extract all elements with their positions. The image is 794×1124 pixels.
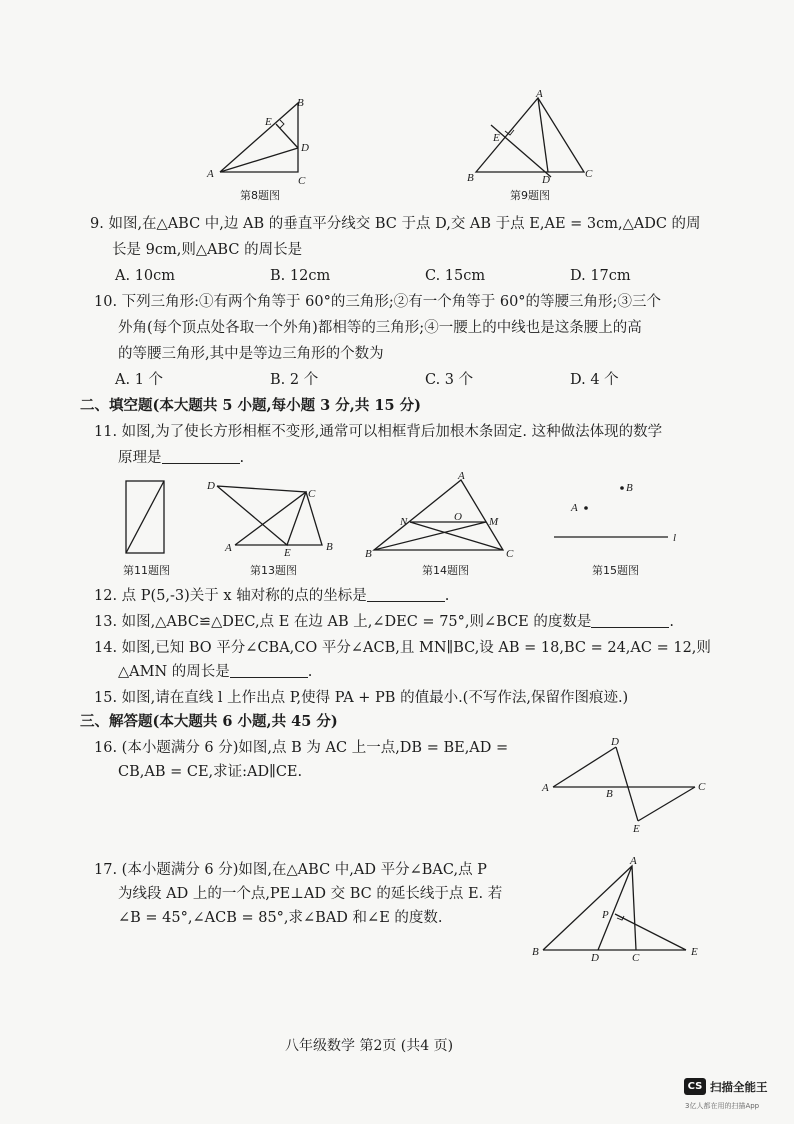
q10-option-c: C. 3 个 bbox=[425, 372, 474, 388]
watermark-name: 扫描全能王 bbox=[710, 1080, 768, 1094]
q16-line2: CB,AB = CE,求证:AD∥CE. bbox=[118, 764, 303, 780]
fig15-caption: 第15题图 bbox=[592, 564, 639, 577]
fig17-label-d: D bbox=[591, 952, 599, 964]
fig14-label-a: A bbox=[458, 470, 465, 482]
fig8-label-c: C bbox=[298, 175, 306, 187]
fig8-caption: 第8题图 bbox=[240, 189, 280, 202]
point-b-dot bbox=[620, 486, 624, 490]
q9-line2: 长是 9cm,则△ABC 的周长是 bbox=[112, 242, 303, 258]
fig14-label-b: B bbox=[365, 548, 372, 560]
fig8-label-b: B bbox=[297, 97, 304, 109]
fig13-label-a: A bbox=[225, 542, 232, 554]
q13-answer-blank[interactable] bbox=[591, 613, 669, 628]
fig16-label-b: B bbox=[606, 788, 613, 800]
fig9-label-c: C bbox=[585, 168, 593, 180]
fig16-label-a: A bbox=[542, 782, 549, 794]
fig14-label-c: C bbox=[506, 548, 514, 560]
fig17-label-p: P bbox=[602, 909, 609, 921]
fig9-caption: 第9题图 bbox=[510, 189, 550, 202]
fig9-label-b: B bbox=[467, 172, 474, 184]
q10-line1: 10. 下列三角形:①有两个角等于 60°的三角形;②有一个角等于 60°的等腰三角形;③三个 bbox=[94, 294, 661, 310]
fig9-label-d: D bbox=[542, 174, 550, 186]
figure-8 bbox=[220, 103, 298, 172]
watermark-tagline: 3亿人都在用的扫描App bbox=[685, 1102, 760, 1110]
q11-answer-blank[interactable] bbox=[162, 449, 240, 464]
q17-line2: 为线段 AD 上的一个点,PE⊥AD 交 BC 的延长线于点 E. 若 bbox=[118, 886, 503, 902]
q13: 13. 如图,△ABC≌△DEC,点 E 在边 AB 上,∠DEC = 75°,则∠BCE 的度数是 . bbox=[94, 614, 674, 630]
fig14-label-o: O bbox=[454, 511, 462, 523]
fig8-label-d: D bbox=[301, 142, 309, 154]
fig13-label-e: E bbox=[284, 547, 291, 559]
fig11-caption: 第11题图 bbox=[123, 564, 170, 577]
q14-answer-blank[interactable] bbox=[230, 663, 308, 678]
figure-11 bbox=[126, 481, 164, 553]
fig13-label-b: B bbox=[326, 541, 333, 553]
q17-line3: ∠B = 45°,∠ACB = 85°,求∠BAD 和∠E 的度数. bbox=[118, 910, 443, 926]
fig9-label-e: E bbox=[493, 132, 500, 144]
q10-line3: 的等腰三角形,其中是等边三角形的个数为 bbox=[118, 346, 384, 362]
camscanner-logo-icon: CS bbox=[684, 1078, 706, 1095]
fig16-label-e: E bbox=[633, 823, 640, 835]
q9-option-c: C. 15cm bbox=[425, 268, 486, 284]
fig15-label-a: A bbox=[571, 502, 578, 514]
figure-17 bbox=[543, 866, 686, 950]
q10-line2: 外角(每个顶点处各取一个外角)都相等的三角形;④一腰上的中线也是这条腰上的高 bbox=[118, 320, 642, 336]
point-a-dot bbox=[584, 506, 588, 510]
fig15-label-l: l bbox=[673, 532, 677, 544]
section-3-heading: 三、解答题(本大题共 6 小题,共 45 分) bbox=[80, 713, 338, 730]
fig17-label-b: B bbox=[532, 946, 539, 958]
figure-13 bbox=[217, 486, 322, 545]
q9-option-a: A. 10cm bbox=[115, 268, 176, 284]
fig13-caption: 第13题图 bbox=[250, 564, 297, 577]
q16-line1: 16. (本小题满分 6 分)如图,点 B 为 AC 上一点,DB = BE,AD = bbox=[94, 740, 509, 756]
q12-answer-blank[interactable] bbox=[367, 587, 445, 602]
fig14-label-m: M bbox=[489, 516, 499, 528]
fig17-label-e: E bbox=[691, 946, 698, 958]
fig8-label-a: A bbox=[207, 168, 214, 180]
figure-16 bbox=[553, 747, 695, 821]
q10-option-a: A. 1 个 bbox=[115, 372, 164, 388]
fig13-label-c: C bbox=[308, 488, 316, 500]
fig8-label-e: E bbox=[265, 116, 272, 128]
fig17-label-c: C bbox=[632, 952, 640, 964]
q14-line1: 14. 如图,已知 BO 平分∠CBA,CO 平分∠ACB,且 MN∥BC,设 AB = 18,BC = 24,AC = 12,则 bbox=[94, 640, 711, 656]
q17-line1: 17. (本小题满分 6 分)如图,在△ABC 中,AD 平分∠BAC,点 P bbox=[94, 862, 487, 878]
q9-option-d: D. 17cm bbox=[570, 268, 631, 284]
fig17-label-a: A bbox=[630, 855, 637, 867]
q15: 15. 如图,请在直线 l 上作出点 P,使得 PA + PB 的值最小.(不写作法,保留作图痕迹.) bbox=[94, 690, 629, 706]
section-2-heading: 二、填空题(本大题共 5 小题,每小题 3 分,共 15 分) bbox=[80, 397, 421, 414]
fig14-label-n: N bbox=[400, 516, 408, 528]
figure-14 bbox=[374, 480, 503, 550]
q11-line1: 11. 如图,为了使长方形相框不变形,通常可以相框背后加根木条固定. 这种做法体现的数学 bbox=[94, 424, 663, 440]
q11-line2: 原理是 . bbox=[118, 450, 245, 466]
fig16-label-c: C bbox=[698, 781, 706, 793]
q10-option-b: B. 2 个 bbox=[270, 372, 319, 388]
fig15-label-b: B bbox=[626, 482, 633, 494]
q14-line2: △AMN 的周长是 . bbox=[118, 664, 313, 680]
fig9-label-a: A bbox=[536, 88, 543, 100]
q10-option-d: D. 4 个 bbox=[570, 372, 619, 388]
fig13-label-d: D bbox=[207, 480, 215, 492]
fig14-caption: 第14题图 bbox=[422, 564, 469, 577]
page-footer: 八年级数学 第2页 (共4 页) bbox=[285, 1038, 454, 1054]
fig16-label-d: D bbox=[611, 736, 619, 748]
q9-option-b: B. 12cm bbox=[270, 268, 331, 284]
q9-line1: 9. 如图,在△ABC 中,边 AB 的垂直平分线交 BC 于点 D,交 AB 于点 E,AE = 3cm,△ADC 的周 bbox=[90, 216, 701, 232]
q12: 12. 点 P(5,-3)关于 x 轴对称的点的坐标是 . bbox=[94, 588, 450, 604]
